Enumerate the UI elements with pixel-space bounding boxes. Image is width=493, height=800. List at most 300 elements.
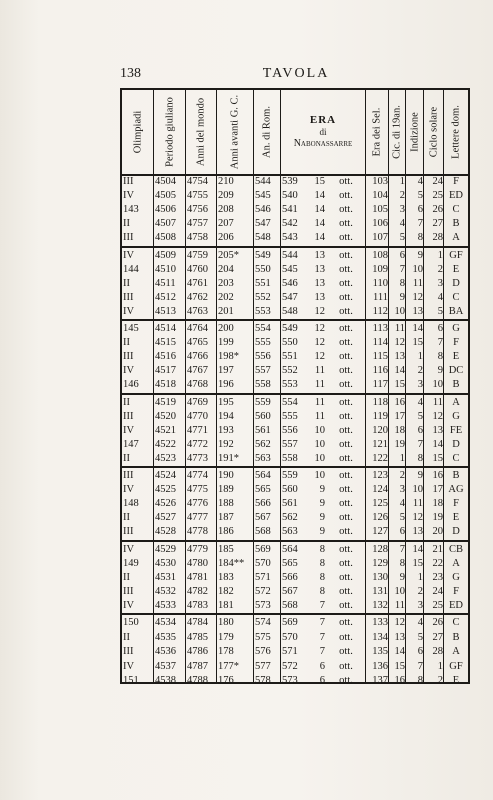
cell-cs: 1: [437, 249, 443, 261]
cell-sel: 115: [372, 351, 388, 363]
table-row: [122, 336, 468, 349]
cell-day: 11: [314, 379, 325, 391]
cell-pg: 4517: [155, 365, 176, 377]
cell-ld: DC: [448, 365, 464, 377]
cell-ar: 546: [255, 204, 271, 216]
cell-day: 7: [319, 646, 325, 658]
cell-pg: 4526: [155, 498, 176, 510]
cell-eran: 561: [282, 498, 298, 510]
cell-ind: 1: [417, 571, 423, 583]
cell-mon: ott.: [339, 305, 353, 317]
table-row: [122, 543, 468, 556]
cell-sel: 128: [372, 543, 388, 555]
cell-sel: 107: [372, 232, 388, 244]
cell-ol: III: [123, 646, 134, 658]
cell-am: 4770: [187, 410, 208, 422]
cell-aa: 206: [218, 232, 234, 244]
cell-cs: 28: [432, 232, 443, 244]
cell-am: 4765: [187, 337, 208, 349]
cell-aa: 190: [218, 470, 234, 482]
cell-mon: ott.: [339, 396, 353, 408]
cell-am: 4780: [187, 557, 208, 569]
header-anni-mondo: [186, 90, 217, 174]
cell-day: 14: [314, 232, 325, 244]
header-periodo-giuliano-label: Periodo giuliano: [164, 97, 175, 167]
cell-ind: 6: [417, 204, 423, 216]
cell-am: 4779: [187, 543, 208, 555]
cell-sel: 136: [372, 660, 388, 672]
cell-ar: 575: [255, 631, 271, 643]
header-an-rom: [254, 90, 281, 174]
cell-c19: 17: [394, 410, 405, 422]
cell-ind: 15: [412, 557, 423, 569]
cell-ld: F: [453, 176, 459, 188]
cell-ind: 4: [417, 617, 423, 629]
cell-eran: 548: [282, 305, 298, 317]
cell-ld: A: [452, 232, 460, 244]
cell-day: 12: [314, 337, 325, 349]
table-row: [122, 438, 468, 451]
cell-c19: 5: [399, 512, 405, 524]
cell-ol: II: [123, 512, 130, 524]
table-row: [122, 305, 468, 318]
page-number: 138: [120, 66, 141, 81]
cell-ld: AG: [448, 484, 464, 496]
cell-day: 10: [314, 424, 325, 436]
cell-cs: 9: [437, 365, 443, 377]
cell-ld: BA: [448, 305, 464, 317]
cell-mon: ott.: [339, 291, 353, 303]
cell-pg: 4524: [155, 470, 176, 482]
cell-am: 4778: [187, 526, 208, 538]
cell-pg: 4525: [155, 484, 176, 496]
header-anni-mondo-label: Anni del mondo: [195, 97, 207, 167]
cell-sel: 103: [372, 176, 388, 188]
cell-pg: 4535: [155, 631, 176, 643]
cell-eran: 560: [282, 484, 298, 496]
cell-sel: 135: [372, 646, 388, 658]
cell-aa: 192: [218, 438, 234, 450]
table-row: [122, 277, 468, 290]
cell-ld: ED: [449, 599, 463, 611]
cell-am: 4787: [187, 660, 208, 672]
cell-c19: 14: [394, 365, 405, 377]
cell-ol: IV: [123, 599, 135, 611]
cell-sel: 134: [372, 631, 388, 643]
cell-ind: 1: [417, 351, 423, 363]
header-indizione-label: Indizione: [409, 112, 420, 152]
cell-cs: 11: [432, 396, 443, 408]
cell-aa: 199: [218, 337, 234, 349]
cell-am: 4768: [187, 379, 208, 391]
cell-ol: III: [123, 585, 134, 597]
cell-pg: 4521: [155, 424, 176, 436]
cell-mon: ott.: [339, 512, 353, 524]
cell-ol: III: [123, 470, 134, 482]
cell-pg: 4531: [155, 571, 176, 583]
cell-day: 14: [314, 190, 325, 202]
page-header: [120, 66, 472, 86]
cell-ar: 552: [255, 291, 271, 303]
cell-ind: 9: [417, 249, 423, 261]
cell-eran: 543: [282, 232, 298, 244]
cell-day: 13: [314, 249, 325, 261]
table-row: [122, 571, 468, 584]
table-row: [122, 525, 468, 538]
cell-ar: 551: [255, 277, 271, 289]
cell-mon: ott.: [339, 263, 353, 275]
table-row: [122, 217, 468, 230]
cell-ol: 147: [123, 438, 139, 450]
cell-day: 7: [319, 599, 325, 611]
cell-ar: 545: [255, 190, 271, 202]
cell-pg: 4506: [155, 204, 176, 216]
cell-cs: 3: [437, 277, 443, 289]
cell-day: 11: [314, 410, 325, 422]
cell-cs: 7: [437, 337, 443, 349]
cell-c19: 9: [399, 571, 405, 583]
cell-ld: CB: [448, 543, 463, 555]
cell-eran: 567: [282, 585, 298, 597]
cell-c19: 3: [399, 484, 405, 496]
cell-pg: 4537: [155, 660, 176, 672]
cell-mon: ott.: [339, 204, 353, 216]
header-ciclo-solare-label: Ciclo solare: [428, 106, 439, 158]
header-era-sel-label: Era dei Sel.: [371, 107, 383, 157]
cell-day: 13: [314, 263, 325, 275]
cell-am: 4773: [187, 452, 208, 464]
cell-c19: 3: [399, 204, 405, 216]
cell-mon: ott.: [339, 190, 353, 202]
cell-sel: 131: [372, 585, 388, 597]
cell-ar: 553: [255, 305, 271, 317]
cell-aa: 200: [218, 323, 234, 335]
cell-am: 4781: [187, 571, 208, 583]
cell-ol: IV: [123, 249, 135, 261]
cell-ol: 143: [123, 204, 139, 216]
cell-mon: ott.: [339, 218, 353, 230]
cell-ar: 549: [255, 249, 271, 261]
cell-eran: 566: [282, 571, 298, 583]
cell-mon: ott.: [339, 526, 353, 538]
cell-pg: 4536: [155, 646, 176, 658]
cell-am: 4754: [187, 176, 208, 188]
cell-ind: 10: [412, 484, 423, 496]
cell-am: 4763: [187, 305, 208, 317]
cell-c19: 2: [399, 470, 405, 482]
cell-ind: 2: [417, 585, 423, 597]
cell-mon: ott.: [339, 410, 353, 422]
table-body: [122, 174, 468, 687]
cell-ld: E: [452, 512, 460, 524]
cell-sel: 118: [372, 396, 388, 408]
cell-ld: B: [452, 470, 460, 482]
cell-sel: 121: [372, 438, 388, 450]
cell-cs: 17: [432, 484, 443, 496]
cell-aa: 176: [218, 675, 234, 687]
cell-pg: 4512: [155, 291, 176, 303]
cell-c19: 2: [399, 190, 405, 202]
cell-cs: 4: [437, 291, 443, 303]
table-row: [122, 616, 468, 629]
cell-ol: IV: [123, 365, 135, 377]
cell-pg: 4514: [155, 323, 176, 335]
cell-ld: A: [452, 557, 460, 569]
header-indizione: [406, 90, 424, 174]
cell-sel: 109: [372, 263, 388, 275]
cell-ind: 8: [417, 452, 423, 464]
cell-mon: ott.: [339, 337, 353, 349]
cell-pg: 4508: [155, 232, 176, 244]
cell-cs: 1: [437, 660, 443, 672]
cell-ld: G: [452, 571, 460, 583]
table-row: [122, 497, 468, 510]
cell-am: 4769: [187, 396, 208, 408]
cell-aa: 182: [218, 585, 234, 597]
cell-day: 9: [319, 484, 325, 496]
cell-sel: 113: [372, 323, 388, 335]
cell-aa: 202: [218, 291, 234, 303]
cell-mon: ott.: [339, 599, 353, 611]
table-row: [122, 249, 468, 262]
cell-sel: 106: [372, 218, 388, 230]
cell-c19: 13: [394, 631, 405, 643]
cell-day: 6: [319, 675, 325, 687]
cell-am: 4766: [187, 351, 208, 363]
cell-ar: 564: [255, 470, 271, 482]
cell-cs: 27: [432, 631, 443, 643]
cell-day: 8: [319, 557, 325, 569]
cell-c19: 14: [394, 646, 405, 658]
cell-c19: 16: [394, 675, 405, 687]
cell-ind: 11: [412, 277, 423, 289]
cell-am: 4757: [187, 218, 208, 230]
table-row: [122, 189, 468, 202]
cell-ol: III: [123, 291, 134, 303]
cell-sel: 125: [372, 498, 388, 510]
cell-pg: 4533: [155, 599, 176, 611]
cell-eran: 570: [282, 631, 298, 643]
cell-mon: ott.: [339, 365, 353, 377]
cell-ar: 569: [255, 543, 271, 555]
cell-eran: 546: [282, 277, 298, 289]
header-era-sel: [366, 90, 389, 174]
cell-day: 11: [314, 396, 325, 408]
cell-cs: 20: [432, 526, 443, 538]
cell-ind: 3: [417, 379, 423, 391]
table-row: [122, 674, 468, 687]
cell-ar: 559: [255, 396, 271, 408]
cell-ar: 554: [255, 323, 271, 335]
cell-day: 10: [314, 452, 325, 464]
cell-eran: 557: [282, 438, 298, 450]
cell-am: 4775: [187, 484, 208, 496]
row-group: [122, 615, 468, 689]
cell-ind: 8: [417, 675, 423, 687]
cell-ind: 4: [417, 176, 423, 188]
cell-c19: 7: [399, 543, 405, 555]
cell-sel: 129: [372, 557, 388, 569]
cell-aa: 180: [218, 617, 234, 629]
cell-cs: 24: [432, 176, 443, 188]
cell-c19: 11: [394, 323, 405, 335]
table-row: [122, 396, 468, 409]
cell-ind: 7: [417, 660, 423, 672]
cell-ar: 548: [255, 232, 271, 244]
cell-ind: 2: [417, 365, 423, 377]
cell-c19: 6: [399, 249, 405, 261]
cell-eran: 552: [282, 365, 298, 377]
cell-ar: 547: [255, 218, 271, 230]
cell-eran: 555: [282, 410, 298, 422]
cell-ind: 14: [412, 323, 423, 335]
header-cic-19: [389, 90, 406, 174]
cell-ar: 571: [255, 571, 271, 583]
cell-sel: 111: [373, 291, 388, 303]
era-di: di: [319, 127, 327, 137]
header-ciclo-solare: [424, 90, 444, 174]
cell-ld: F: [453, 498, 459, 510]
cell-eran: 542: [282, 218, 298, 230]
cell-sel: 133: [372, 617, 388, 629]
cell-sel: 132: [372, 599, 388, 611]
cell-ol: II: [123, 571, 130, 583]
cell-pg: 4507: [155, 218, 176, 230]
cell-mon: ott.: [339, 379, 353, 391]
cell-ld: B: [452, 379, 460, 391]
cell-aa: 186: [218, 526, 234, 538]
cell-ld: G: [452, 323, 460, 335]
cell-pg: 4505: [155, 190, 176, 202]
cell-sel: 127: [372, 526, 388, 538]
cell-am: 4776: [187, 498, 208, 510]
cell-mon: ott.: [339, 470, 353, 482]
cell-aa: 210: [218, 176, 234, 188]
table-row: [122, 511, 468, 524]
cell-ld: GF: [449, 249, 463, 261]
cell-day: 6: [319, 660, 325, 672]
header-anni-avanti-label: Anni avanti G. C.: [229, 94, 241, 170]
cell-aa: 198*: [218, 351, 239, 363]
cell-ar: 565: [255, 484, 271, 496]
cell-c19: 1: [399, 452, 405, 464]
cell-ld: E: [452, 675, 460, 687]
table-row: [122, 452, 468, 465]
cell-cs: 13: [432, 424, 443, 436]
cell-cs: 28: [432, 646, 443, 658]
cell-ld: F: [453, 337, 459, 349]
cell-eran: 554: [282, 396, 298, 408]
cell-cs: 2: [437, 263, 443, 275]
cell-cs: 27: [432, 218, 443, 230]
cell-ar: 576: [255, 646, 271, 658]
cell-day: 14: [314, 218, 325, 230]
cell-sel: 122: [372, 452, 388, 464]
cell-ar: 556: [255, 351, 271, 363]
cell-cs: 26: [432, 204, 443, 216]
row-group: [122, 321, 468, 395]
cell-mon: ott.: [339, 585, 353, 597]
cell-aa: 184**: [218, 557, 245, 569]
cell-mon: ott.: [339, 631, 353, 643]
cell-aa: 193: [218, 424, 234, 436]
table-row: [122, 291, 468, 304]
cell-ol: III: [123, 176, 134, 188]
header-anni-avanti: [217, 90, 254, 174]
cell-aa: 185: [218, 543, 234, 555]
cell-ind: 5: [417, 410, 423, 422]
header-olimpiadi-label: Olimpiadi: [132, 110, 143, 154]
cell-eran: 551: [282, 351, 298, 363]
table-row: [122, 631, 468, 644]
cell-ld: G: [452, 410, 460, 422]
cell-day: 13: [314, 291, 325, 303]
cell-eran: 540: [282, 190, 298, 202]
cell-day: 8: [319, 543, 325, 555]
cell-ld: E: [452, 263, 460, 275]
table-row: [122, 263, 468, 276]
cell-mon: ott.: [339, 438, 353, 450]
cell-aa: 205*: [218, 249, 239, 261]
cell-cs: 22: [432, 557, 443, 569]
cell-aa: 189: [218, 484, 234, 496]
cell-sel: 126: [372, 512, 388, 524]
cell-mon: ott.: [339, 232, 353, 244]
cell-mon: ott.: [339, 323, 353, 335]
cell-aa: 188: [218, 498, 234, 510]
cell-sel: 130: [372, 571, 388, 583]
cell-ar: 561: [255, 424, 271, 436]
cell-ar: 544: [255, 176, 271, 188]
cell-pg: 4538: [155, 675, 176, 687]
cell-eran: 544: [282, 249, 298, 261]
cell-sel: 114: [372, 337, 388, 349]
cell-c19: 16: [394, 396, 405, 408]
cell-ind: 8: [417, 232, 423, 244]
cell-cs: 12: [432, 410, 443, 422]
cell-ind: 5: [417, 190, 423, 202]
cell-aa: 196: [218, 379, 234, 391]
cell-day: 15: [314, 176, 325, 188]
cell-day: 10: [314, 470, 325, 482]
cell-pg: 4520: [155, 410, 176, 422]
cell-ol: II: [123, 277, 130, 289]
cell-ind: 7: [417, 438, 423, 450]
cell-am: 4774: [187, 470, 208, 482]
cell-mon: ott.: [339, 498, 353, 510]
cell-pg: 4522: [155, 438, 176, 450]
cell-am: 4782: [187, 585, 208, 597]
cell-pg: 4519: [155, 396, 176, 408]
cell-pg: 4515: [155, 337, 176, 349]
cell-day: 7: [319, 631, 325, 643]
cell-day: 10: [314, 438, 325, 450]
cell-sel: 110: [372, 277, 388, 289]
cell-mon: ott.: [339, 646, 353, 658]
table-row: [122, 585, 468, 598]
cell-ar: 567: [255, 512, 271, 524]
cell-pg: 4532: [155, 585, 176, 597]
cell-pg: 4518: [155, 379, 176, 391]
table-row: [122, 557, 468, 570]
cell-cs: 5: [437, 305, 443, 317]
cell-aa: 195: [218, 396, 234, 408]
cell-am: 4760: [187, 263, 208, 275]
cell-ar: 573: [255, 599, 271, 611]
table-row: [122, 424, 468, 437]
cell-ol: II: [123, 396, 130, 408]
cell-aa: 208: [218, 204, 234, 216]
